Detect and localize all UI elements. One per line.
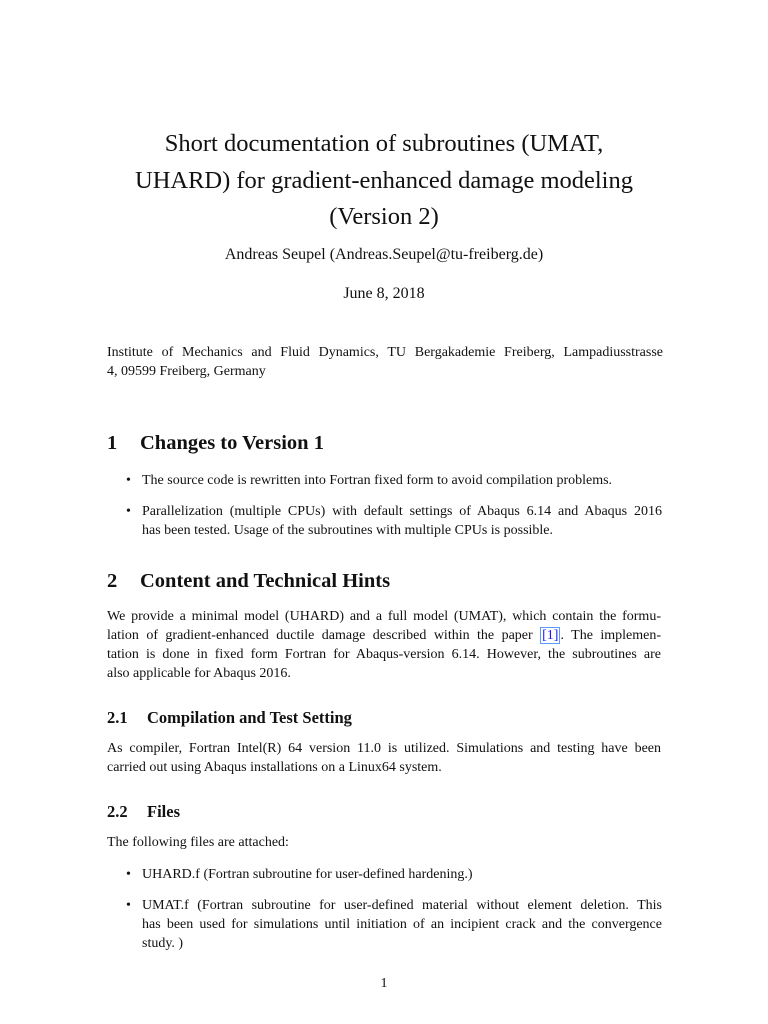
citation-link[interactable]: [1]	[542, 628, 559, 643]
paragraph-line: We provide a minimal model (UHARD) and a full model (UMAT), which contain the formu-	[107, 609, 661, 624]
list-item	[126, 896, 662, 953]
bullet-icon: •	[126, 867, 131, 882]
list-item	[126, 471, 662, 490]
section-number: 2.2	[107, 802, 128, 821]
bullet-icon: •	[126, 504, 131, 519]
paragraph-line: tation is done in fixed form Fortran for Abaqus-version 6.14. However, the subroutines are	[107, 647, 661, 662]
document-date: June 8, 2018	[343, 285, 425, 302]
paragraph-line	[107, 626, 661, 645]
list-item-text: UMAT.f (Fortran subroutine for user-defined material without element deletion. This	[142, 898, 662, 913]
bullet-icon: •	[126, 898, 131, 913]
list-item-text: UHARD.f (Fortran subroutine for user-defined hardening.)	[142, 867, 473, 882]
affiliation	[107, 343, 663, 381]
list-item-text: has been used for simulations until initiation of an incipient crack and the convergence	[142, 917, 662, 932]
section-title: Changes to Version 1	[140, 432, 324, 454]
section-heading-1	[107, 430, 324, 456]
document-title	[84, 126, 684, 236]
page-number: 1	[380, 976, 388, 991]
section-title: Files	[147, 802, 180, 821]
section-title: Content and Technical Hints	[140, 570, 391, 592]
list-item-text: Parallelization (multiple CPUs) with default settings of Abaqus 6.14 and Abaqus 2016	[142, 504, 662, 519]
bullet-icon: •	[126, 473, 131, 488]
section-number: 1	[107, 432, 118, 454]
section-2-paragraph	[107, 607, 661, 683]
section-heading-2	[107, 568, 390, 594]
section-number: 2.1	[107, 708, 128, 727]
section-2-1-paragraph	[107, 739, 661, 777]
paragraph-line: carried out using Abaqus installations on a Linux64 system.	[107, 760, 442, 775]
section-title: Compilation and Test Setting	[147, 708, 352, 727]
section-number: 2	[107, 570, 118, 592]
author-line: Andreas Seupel (Andreas.Seupel@tu-freiberg.de)	[224, 246, 544, 263]
paragraph-text: . The implemen-	[560, 628, 661, 643]
affiliation-line: Institute of Mechanics and Fluid Dynamics, TU Bergakademie Freiberg, Lampadiusstrasse	[107, 345, 663, 360]
files-intro	[107, 833, 661, 852]
list-item-text: The source code is rewritten into Fortran fixed form to avoid compilation problems.	[142, 473, 613, 488]
title-line: UHARD) for gradient-enhanced damage modeling	[135, 166, 633, 194]
title-line: Short documentation of subroutines (UMAT,	[164, 130, 604, 157]
paragraph-text: lation of gradient-enhanced ductile damage described within the paper	[107, 628, 533, 643]
subsection-heading-2-2	[107, 801, 180, 823]
title-line: (Version 2)	[329, 203, 439, 230]
affiliation-line: 4, 09599 Freiberg, Germany	[107, 364, 266, 379]
list-item	[126, 865, 662, 884]
list-item	[126, 502, 662, 540]
paragraph-line: As compiler, Fortran Intel(R) 64 version 11.0 is utilized. Simulations and testing have been	[107, 741, 661, 756]
paragraph-line: also applicable for Abaqus 2016.	[107, 666, 291, 681]
list-item-text: has been tested. Usage of the subroutines with multiple CPUs is possible.	[142, 523, 554, 538]
subsection-heading-2-1	[107, 707, 352, 729]
list-item-text: study. )	[142, 936, 184, 951]
paragraph-line: The following files are attached:	[107, 835, 289, 850]
